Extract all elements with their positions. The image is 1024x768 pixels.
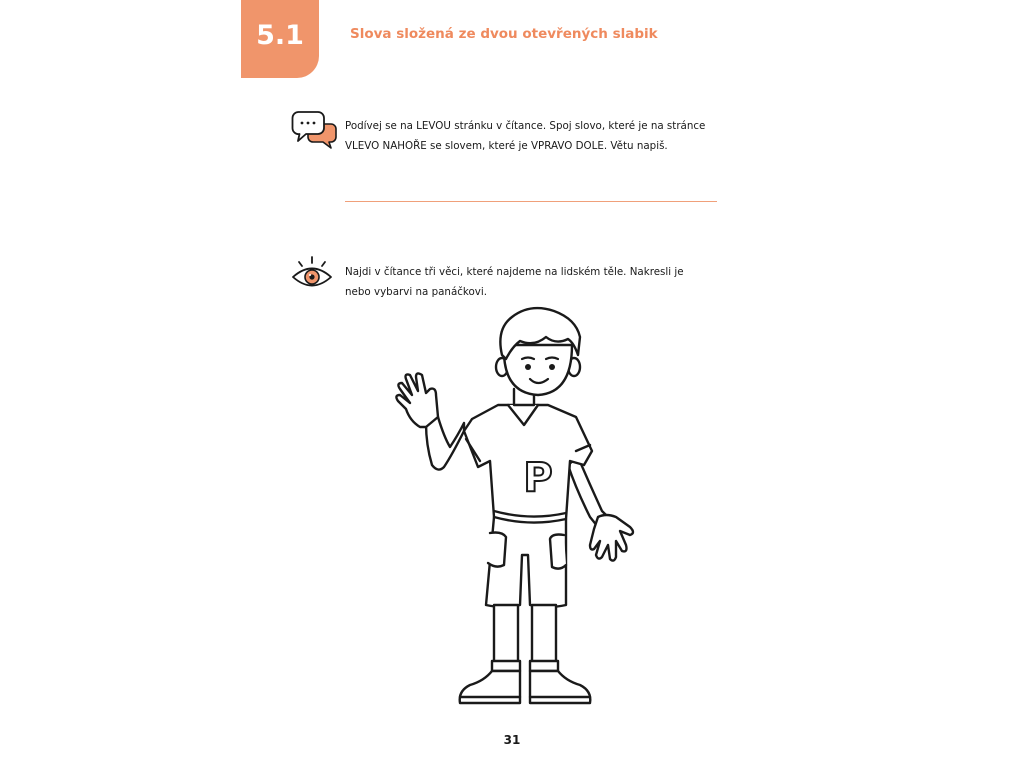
task-2-line-1: Najdi v čítance tři věci, které najdeme na lidském těle. Nakresli je	[345, 266, 684, 278]
answer-writing-line[interactable]	[345, 201, 717, 202]
task-2-instructions	[345, 262, 725, 302]
speech-bubbles-icon	[291, 110, 337, 150]
eye-icon	[290, 254, 336, 294]
boy-figure-illustration[interactable]	[380, 305, 650, 710]
page-number: 31	[503, 733, 521, 747]
section-number: 5.1	[256, 20, 304, 51]
section-title: Slova složená ze dvou otevřených slabik	[350, 26, 658, 42]
shirt-letter: P	[523, 455, 553, 501]
section-badge	[241, 0, 319, 78]
task-1-line-2: VLEVO NAHOŘE se slovem, které je VPRAVO DOLE. Větu napiš.	[345, 140, 668, 152]
task-1-line-1: Podívej se na LEVOU stránku v čítance. Spoj slovo, které je na stránce	[345, 120, 706, 132]
task-1-instructions	[345, 116, 725, 156]
task-2-line-2: nebo vybarvi na panáčkovi.	[345, 286, 488, 298]
